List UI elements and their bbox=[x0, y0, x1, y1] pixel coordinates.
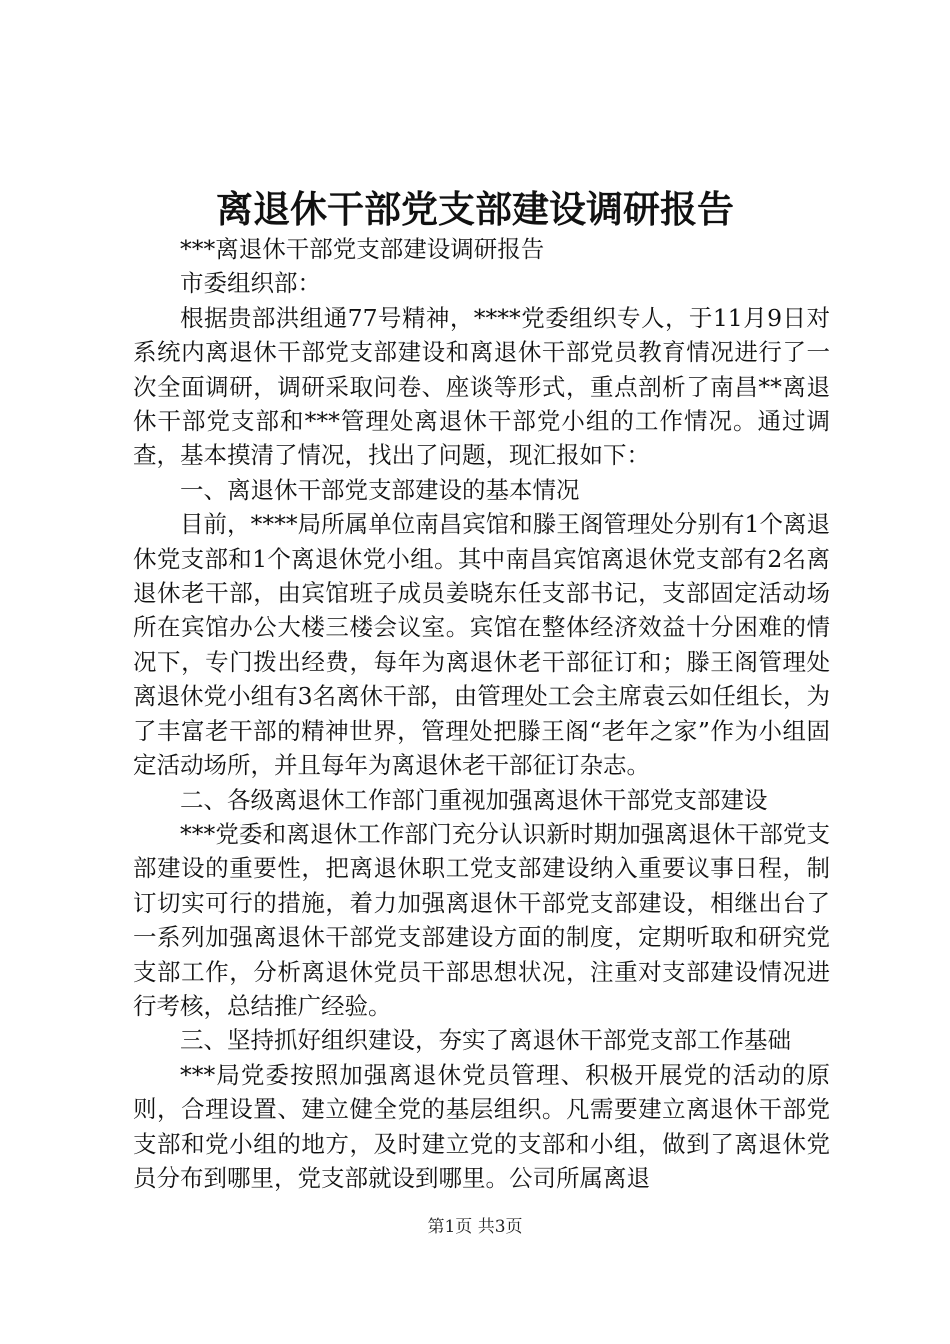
document-body bbox=[133, 232, 830, 1195]
section-heading-2: 二、各级离退休工作部门重视加强离退休干部党支部建设 bbox=[180, 785, 768, 814]
section-heading-3: 三、坚持抓好组织建设，夯实了离退休干部党支部工作基础 bbox=[180, 1026, 791, 1055]
section-paragraph-1: 目前，****局所属单位南昌宾馆和滕王阁管理处分别有1个离退休党支部和1个离退休党小组。其中南昌宾馆离退休党支部有2名离退休老干部，由宾馆班子成员姜晓东任支部书记，支部固定活动场所在宾馆办公大楼三楼会议室。宾馆在整体经济效益十分困难的情况下，专门拨出经费，每年为离退休老干部征订和；滕王阁管理处离退休党小组有3名离休干部，由管理处工会主席袁云如任组长，为了丰富老干部的精神世界，管理处把滕王阁“老年之家”作为小组固定活动场所，并且每年为离退休老干部征订杂志。 bbox=[133, 510, 830, 780]
report-subtitle: ***离退休干部党支部建设调研报告 bbox=[180, 235, 545, 263]
section-paragraph-3: ***局党委按照加强离退休党员管理、积极开展党的活动的原则，合理设置、建立健全党的基层组织。凡需要建立离退休干部党支部和党小组的地方，及时建立党的支部和小组，做到了离退休党员分布到哪里，党支部就设到哪里。公司所属离退 bbox=[133, 1060, 830, 1192]
section-paragraph-2: ***党委和离退休工作部门充分认识新时期加强离退休干部党支部建设的重要性，把离退休职工党支部建设纳入重要议事日程，制订切实可行的措施，着力加强离退休干部党支部建设，相继出台了一系列加强离退休干部党支部建设方面的制度，定期听取和研究党支部工作，分析离退休党员干部思想状况，注重对支部建设情况进行考核，总结推广经验。 bbox=[133, 819, 830, 1020]
document-title: 离退休干部党支部建设调研报告 bbox=[216, 187, 734, 231]
section-heading-1: 一、离退休干部党支部建设的基本情况 bbox=[180, 475, 580, 504]
page-number-footer: 第1页 共3页 bbox=[427, 1217, 523, 1237]
intro-paragraph: 根据贵部洪组通77号精神，****党委组织专人，于11月9日对系统内离退休干部党支部建设和离退休干部党员教育情况进行了一次全面调研，调研采取问卷、座谈等形式，重点剖析了南昌**离退休干部党支部和***管理处离退休干部党小组的工作情况。通过调查，基本摸清了情况，找出了问题，现汇报如下： bbox=[133, 303, 830, 470]
recipient-line: 市委组织部： bbox=[180, 269, 321, 298]
